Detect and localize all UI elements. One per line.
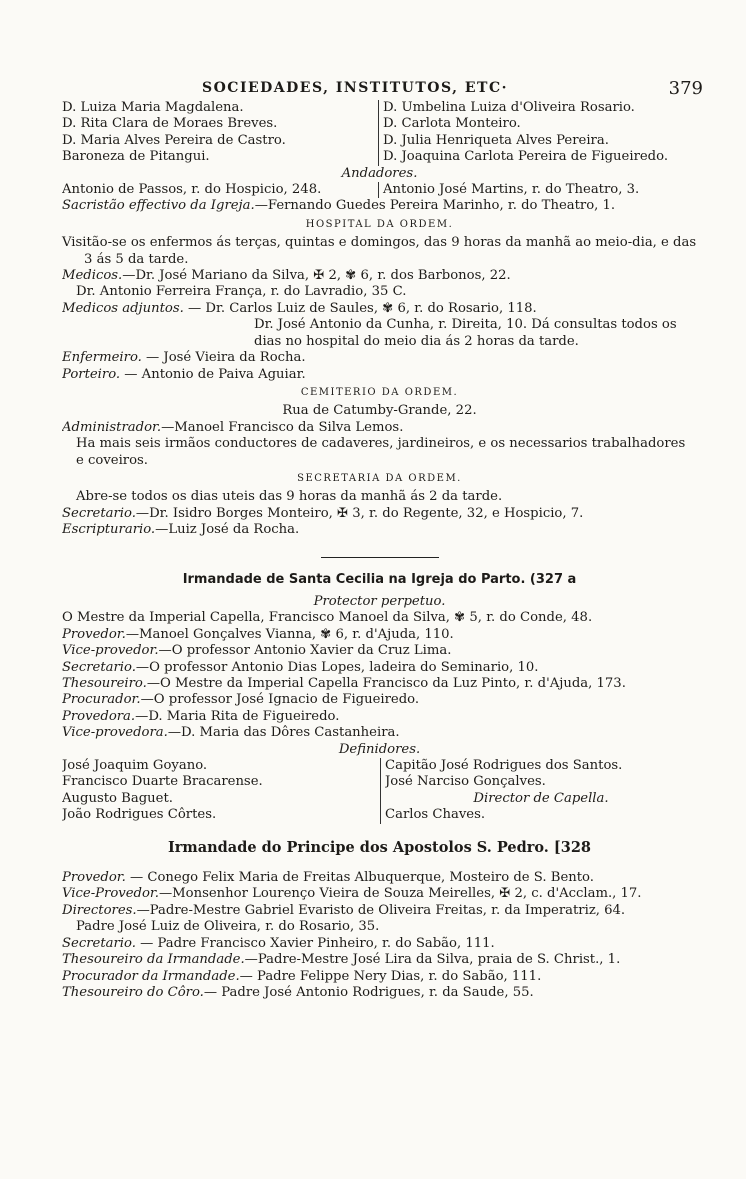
director-name: Carlos Chaves. <box>385 807 486 823</box>
andadores-list <box>62 182 697 198</box>
member-name: D. Luiza Maria Magdalena. <box>62 100 244 115</box>
escripturario-text: —Luiz José da Rocha. <box>155 522 300 538</box>
officer-text: —Manoel Gonçalves Vianna, ✾ 6, r. d'Ajuda, 110. <box>125 626 454 642</box>
officer-text: —Monsenhor Lourenço Vieira de Souza Meirelles, ✠ 2, c. d'Acclam., 17. <box>158 886 642 902</box>
cemiterio-heading: CEMITERIO DA ORDEM. <box>300 386 459 398</box>
officer-text: —Padre-Mestre José Lira da Silva, praia de S. Christ., 1. <box>244 952 621 968</box>
member-name: D. Julia Henriqueta Alves Pereira. <box>383 132 609 148</box>
officer-text: — Padre Francisco Xavier Pinheiro, r. do Sabão, 111. <box>135 935 495 951</box>
officer-label: Provedor. <box>62 870 126 886</box>
officer-entry <box>62 936 697 952</box>
definidor-name: José Narciso Gonçalves. <box>385 774 546 790</box>
officer-label: Secretario. <box>62 935 136 951</box>
member-name: D. Maria Alves Pereira de Castro. <box>62 132 286 148</box>
director-label: Director de Capella. <box>473 790 609 806</box>
member-name: Baroneza de Pitangui. <box>62 149 210 165</box>
officer-text: —D. Maria Rita de Figueiredo. <box>135 708 340 724</box>
escripturario-label: Escripturario. <box>62 522 156 538</box>
adjuntos-text: — Dr. Carlos Luiz de Saules, ✾ 6, r. do Rosario, 118. <box>183 300 537 316</box>
andador-entry: Antonio José Martins, r. do Theatro, 3. <box>378 182 697 198</box>
administrador-text: —Manoel Francisco da Silva Lemos. <box>161 419 404 435</box>
page-number: 379 <box>668 78 703 99</box>
sacristao-label: Sacristão effectivo da Igreja. <box>62 198 255 214</box>
definidor-name: Francisco Duarte Bracarense. <box>62 774 263 790</box>
definidor-name: José Joaquim Goyano. <box>62 758 208 774</box>
officer-entry <box>62 903 697 919</box>
medicos-label: Medicos. <box>62 268 123 284</box>
santa-cecilia-officers <box>62 627 697 742</box>
protector-heading: Protector perpetuo. <box>313 593 446 609</box>
officer-label: Vice-provedora. <box>62 725 168 741</box>
medicos-entry <box>62 268 697 284</box>
secretario-entry <box>62 506 697 522</box>
protector-entry: O Mestre da Imperial Capella, Francisco Manoel da Silva, ✾ 5, r. do Conde, 48. <box>62 610 593 626</box>
member-name: D. Rita Clara de Moraes Breves. <box>62 116 278 132</box>
porteiro-label: Porteiro. <box>62 366 121 382</box>
officer-entry <box>62 952 697 968</box>
porteiro-entry <box>62 367 697 383</box>
officer-text: — Padre José Antonio Rodrigues, r. da Saude, 55. <box>203 984 534 1000</box>
officer-text: —O professor Antonio Xavier da Cruz Lima. <box>158 643 452 659</box>
secretario-text: —Dr. Isidro Borges Monteiro, ✠ 3, r. do Regente, 32, e Hospicio, 7. <box>135 505 584 521</box>
secretaria-heading: SECRETARIA DA ORDEM. <box>297 472 462 484</box>
officer-label: Vice-Provedor. <box>62 886 159 902</box>
officer-label: Directores. <box>62 902 137 918</box>
adjuntos-entry-2: Dr. José Antonio da Cunha, r. Direita, 10. Dá consultas todos os dias no hospital do meio dia ás 2 horas da tarde. <box>254 317 677 349</box>
officer-label: Thesoureiro. <box>62 676 147 691</box>
enfermeiro-label: Enfermeiro. <box>62 350 142 366</box>
section-divider <box>321 557 439 558</box>
officer-entry <box>62 870 697 886</box>
officer-text: —O Mestre da Imperial Capella Francisco da Luz Pinto, r. d'Ajuda, 173. <box>146 676 626 691</box>
definidores-list <box>62 758 697 824</box>
officer-label: Procurador. <box>62 692 141 708</box>
porteiro-text: — Antonio de Paiva Aguiar. <box>120 366 306 382</box>
enfermeiro-entry <box>62 350 697 366</box>
officer-text: —D. Maria das Dôres Castanheira. <box>167 725 400 741</box>
officer-entry <box>62 969 697 985</box>
officer-label: Provedor. <box>62 626 126 642</box>
definidores-heading: Definidores. <box>338 741 421 757</box>
officer-label: Thesoureiro da Irmandade. <box>62 952 245 968</box>
officer-label: Vice-provedor. <box>62 643 159 659</box>
enfermeiro-text: — José Vieira da Rocha. <box>141 350 306 366</box>
adjuntos-entry <box>62 301 697 317</box>
administrador-label: Administrador. <box>62 419 162 435</box>
sao-pedro-title: Irmandade do Principe dos Apostolos S. Pedro. [328 <box>167 838 592 856</box>
sao-pedro-officers <box>62 870 697 1001</box>
page <box>62 78 703 1001</box>
officer-entry <box>62 886 697 902</box>
officer-entry <box>62 725 697 741</box>
sacristao-entry <box>62 198 697 214</box>
sacristao-text: —Fernando Guedes Pereira Marinho, r. do Theatro, 1. <box>254 198 616 214</box>
officer-entry <box>62 643 697 659</box>
hospital-heading: HOSPITAL DA ORDEM. <box>305 218 454 230</box>
escripturario-entry <box>62 522 697 538</box>
officer-text: —O professor José Ignacio de Figueiredo. <box>140 692 420 708</box>
medicos-text: —Dr. José Mariano da Silva, ✠ 2, ✾ 6, r. dos Barbonos, 22. <box>122 268 511 284</box>
medicos-entry-2: Dr. Antonio Ferreira França, r. do Lavradio, 35 C. <box>76 284 407 300</box>
definidor-name: Augusto Baguet. <box>62 790 173 806</box>
member-name: D. Carlota Monteiro. <box>383 116 521 132</box>
cemiterio-address: Rua de Catumby-Grande, 22. <box>282 403 477 419</box>
hospital-visits: Visitão-se os enfermos ás terças, quintas e domingos, das 9 horas da manhã ao meio-dia, e das 3 ás 5 da tarde. <box>62 235 697 267</box>
officer-text: —O professor Antonio Dias Lopes, ladeira do Seminario, 10. <box>135 659 539 675</box>
definidor-name: Capitão José Rodrigues dos Santos. <box>385 758 623 774</box>
officer-entry <box>62 627 697 643</box>
officer-label: Thesoureiro do Côro. <box>62 984 204 1000</box>
definidor-name: João Rodrigues Côrtes. <box>62 807 217 823</box>
santa-cecilia-title: Irmandade de Santa Cecilia na Igreja do Parto. (327 a <box>182 571 577 587</box>
officer-entry <box>62 660 697 676</box>
member-name: D. Joaquina Carlota Pereira de Figueiredo. <box>383 149 669 165</box>
officer-label: Secretario. <box>62 659 136 675</box>
officer-entry <box>62 692 697 708</box>
officer-text: — Padre Felippe Nery Dias, r. do Sabão, 111. <box>239 968 542 984</box>
adjuntos-label: Medicos adjuntos. <box>62 300 184 316</box>
member-name: D. Umbelina Luiza d'Oliveira Rosario. <box>383 100 635 115</box>
officer-text: — Conego Felix Maria de Freitas Albuquerque, Mosteiro de S. Bento. <box>125 870 594 886</box>
officer-entry <box>62 676 697 692</box>
officer-text: —Padre-Mestre Gabriel Evaristo de Oliveira Freitas, r. da Imperatriz, 64. <box>136 902 626 918</box>
secretaria-hours: Abre-se todos os dias uteis das 9 horas da manhã ás 2 da tarde. <box>76 489 503 505</box>
administrador-entry <box>62 420 697 436</box>
officer-entry-cont: Padre José Luiz de Oliveira, r. do Rosario, 35. <box>76 919 380 935</box>
members-list <box>62 100 697 166</box>
andadores-heading: Andadores. <box>341 165 418 181</box>
cemiterio-note: Ha mais seis irmãos conductores de cadaveres, jardineiros, e os necessarios trabalhadores e coveiros. <box>76 436 686 468</box>
officer-label: Procurador da Irmandade. <box>62 968 240 984</box>
andador-entry: Antonio de Passos, r. do Hospicio, 248. <box>62 182 322 198</box>
officer-entry <box>62 985 697 1001</box>
officer-entry <box>62 709 697 725</box>
page-header-title: SOCIEDADES, INSTITUTOS, ETC· <box>202 80 508 96</box>
running-header <box>62 78 703 100</box>
secretario-label: Secretario. <box>62 505 136 521</box>
officer-label: Provedora. <box>62 708 136 724</box>
